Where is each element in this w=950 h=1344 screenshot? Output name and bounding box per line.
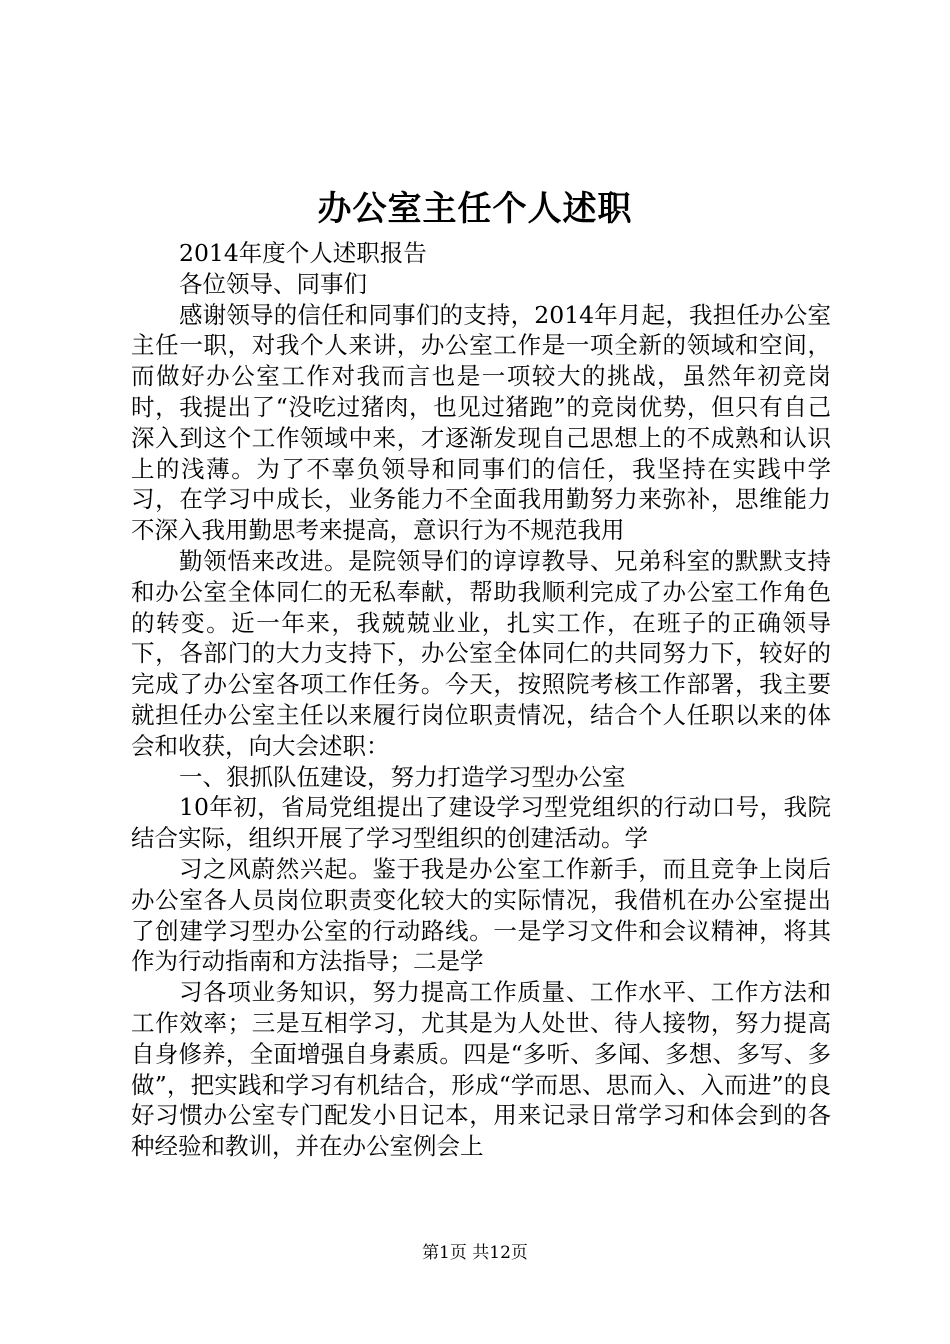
body-paragraph: 感谢领导的信任和同事们的支持，2014年月起，我担任办公室主任一职，对我个人来讲，办公室工作是一项全新的领域和空间，而做好办公室工作对我而言也是一项较大的挑战，虽然年初竞岗时，我提出了“没吃过猪肉，也见过猪跑”的竞岗优势，但只有自己深入到这个工作领域中来，才逐渐发现自己思想上的不成熟和认识上的浅薄。为了不辜负领导和同事们的信任，我坚持在实践中学习，在学习中成长，业务能力不全面我用勤努力来弥补，思维能力不深入我用勤思考来提高，意识行为不规范我用 — [131, 300, 831, 545]
page-number-footer: 第1页 共12页 — [422, 1243, 528, 1263]
body-paragraph: 勤领悟来改进。是院领导们的谆谆教导、兄弟科室的默默支持和办公室全体同仁的无私奉献，帮助我顺利完成了办公室工作角色的转变。近一年来，我兢兢业业，扎实工作，在班子的正确领导下，各部门的大力支持下，办公室全体同仁的共同努力下，较好的完成了办公室各项工作任务。今天，按照院考核工作部署，我主要就担任办公室主任以来履行岗位职责情况，结合个人任职以来的体会和收获，向大会述职： — [131, 546, 831, 760]
document-body — [131, 238, 831, 1162]
document-title: 办公室主任个人述职 — [317, 189, 633, 229]
body-paragraph: 习之风蔚然兴起。鉴于我是办公室工作新手，而且竞争上岗后办公室各人员岗位职责变化较大的实际情况，我借机在办公室提出了创建学习型办公室的行动路线。一是学习文件和会议精神，将其作为行动指南和方法指导；二是学 — [131, 854, 831, 976]
report-heading: 2014年度个人述职报告 — [179, 239, 427, 267]
body-paragraph: 习各项业务知识，努力提高工作质量、工作水平、工作方法和工作效率；三是互相学习，尤其是为人处世、待人接物，努力提高自身修养，全面增强自身素质。四是“多听、多闻、多想、多写、多做”，把实践和学习有机结合，形成“学而思、思而入、入而进”的良好习惯办公室专门配发小日记本，用来记录日常学习和体会到的各种经验和教训，并在办公室例会上 — [131, 978, 831, 1161]
body-paragraph: 10年初，省局党组提出了建设学习型党组织的行动口号，我院结合实际，组织开展了学习型组织的创建活动。学 — [131, 793, 831, 853]
salutation: 各位领导、同事们 — [179, 269, 367, 298]
section-heading: 一、狠抓队伍建设，努力打造学习型办公室 — [179, 762, 626, 791]
